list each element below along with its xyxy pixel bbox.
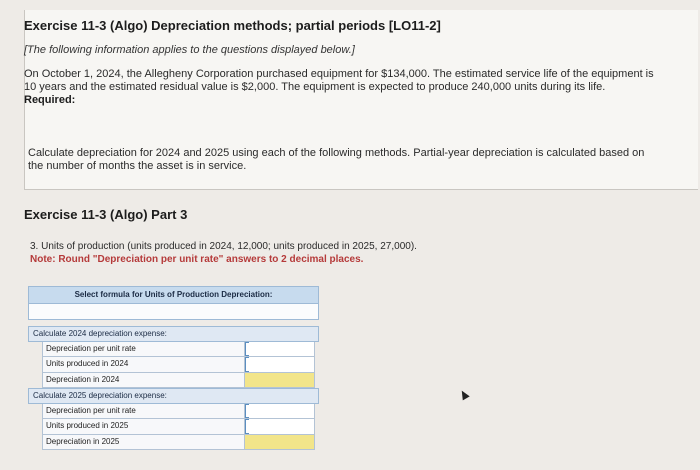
- problem-statement: [24, 68, 654, 107]
- section-2025-label: Calculate 2025 depreciation expense:: [28, 388, 319, 404]
- row-label: Units produced in 2025: [42, 419, 245, 435]
- depreciation-2025-input[interactable]: [245, 435, 315, 451]
- required-label: Required:: [24, 94, 76, 106]
- mouse-cursor-icon: [458, 389, 469, 401]
- row-label: Depreciation in 2024: [42, 373, 245, 389]
- rate-2024-input[interactable]: [245, 342, 315, 358]
- exercise-title: Exercise 11-3 (Algo) Depreciation methods; partial periods [LO11-2]: [24, 18, 441, 33]
- row-label: Units produced in 2024: [42, 357, 245, 373]
- formula-select-row[interactable]: [28, 304, 319, 320]
- rate-2025-input[interactable]: [245, 404, 315, 420]
- info-note: [The following information applies to the questions displayed below.]: [24, 44, 355, 56]
- part-title: Exercise 11-3 (Algo) Part 3: [24, 207, 188, 222]
- calc-instructions: Calculate depreciation for 2024 and 2025 using each of the following methods. Partial-year depreciation is calculated based on the number of months the asset is in service.: [28, 147, 645, 172]
- question-text: 3. Units of production (units produced in 2024, 12,000; units produced in 2025, 27,000).: [30, 241, 417, 252]
- row-label: Depreciation per unit rate: [42, 342, 245, 358]
- units-2025-input[interactable]: [245, 419, 315, 435]
- formula-header: Select formula for Units of Production Depreciation:: [28, 286, 319, 304]
- row-label: Depreciation per unit rate: [42, 404, 245, 420]
- section-2024-label: Calculate 2024 depreciation expense:: [28, 326, 319, 342]
- units-2024-input[interactable]: [245, 357, 315, 373]
- problem-text: On October 1, 2024, the Allegheny Corporation purchased equipment for $134,000. The estimated service life of the equipment is 10 years and the estimated residual value is $2,000. The equipment is expected to produce 240,000 units during its life.: [24, 68, 654, 93]
- rounding-note: Note: Round "Depreciation per unit rate" answers to 2 decimal places.: [30, 254, 364, 265]
- row-label: Depreciation in 2025: [42, 435, 245, 451]
- units-of-production-table: [28, 286, 319, 450]
- depreciation-2024-input[interactable]: [245, 373, 315, 389]
